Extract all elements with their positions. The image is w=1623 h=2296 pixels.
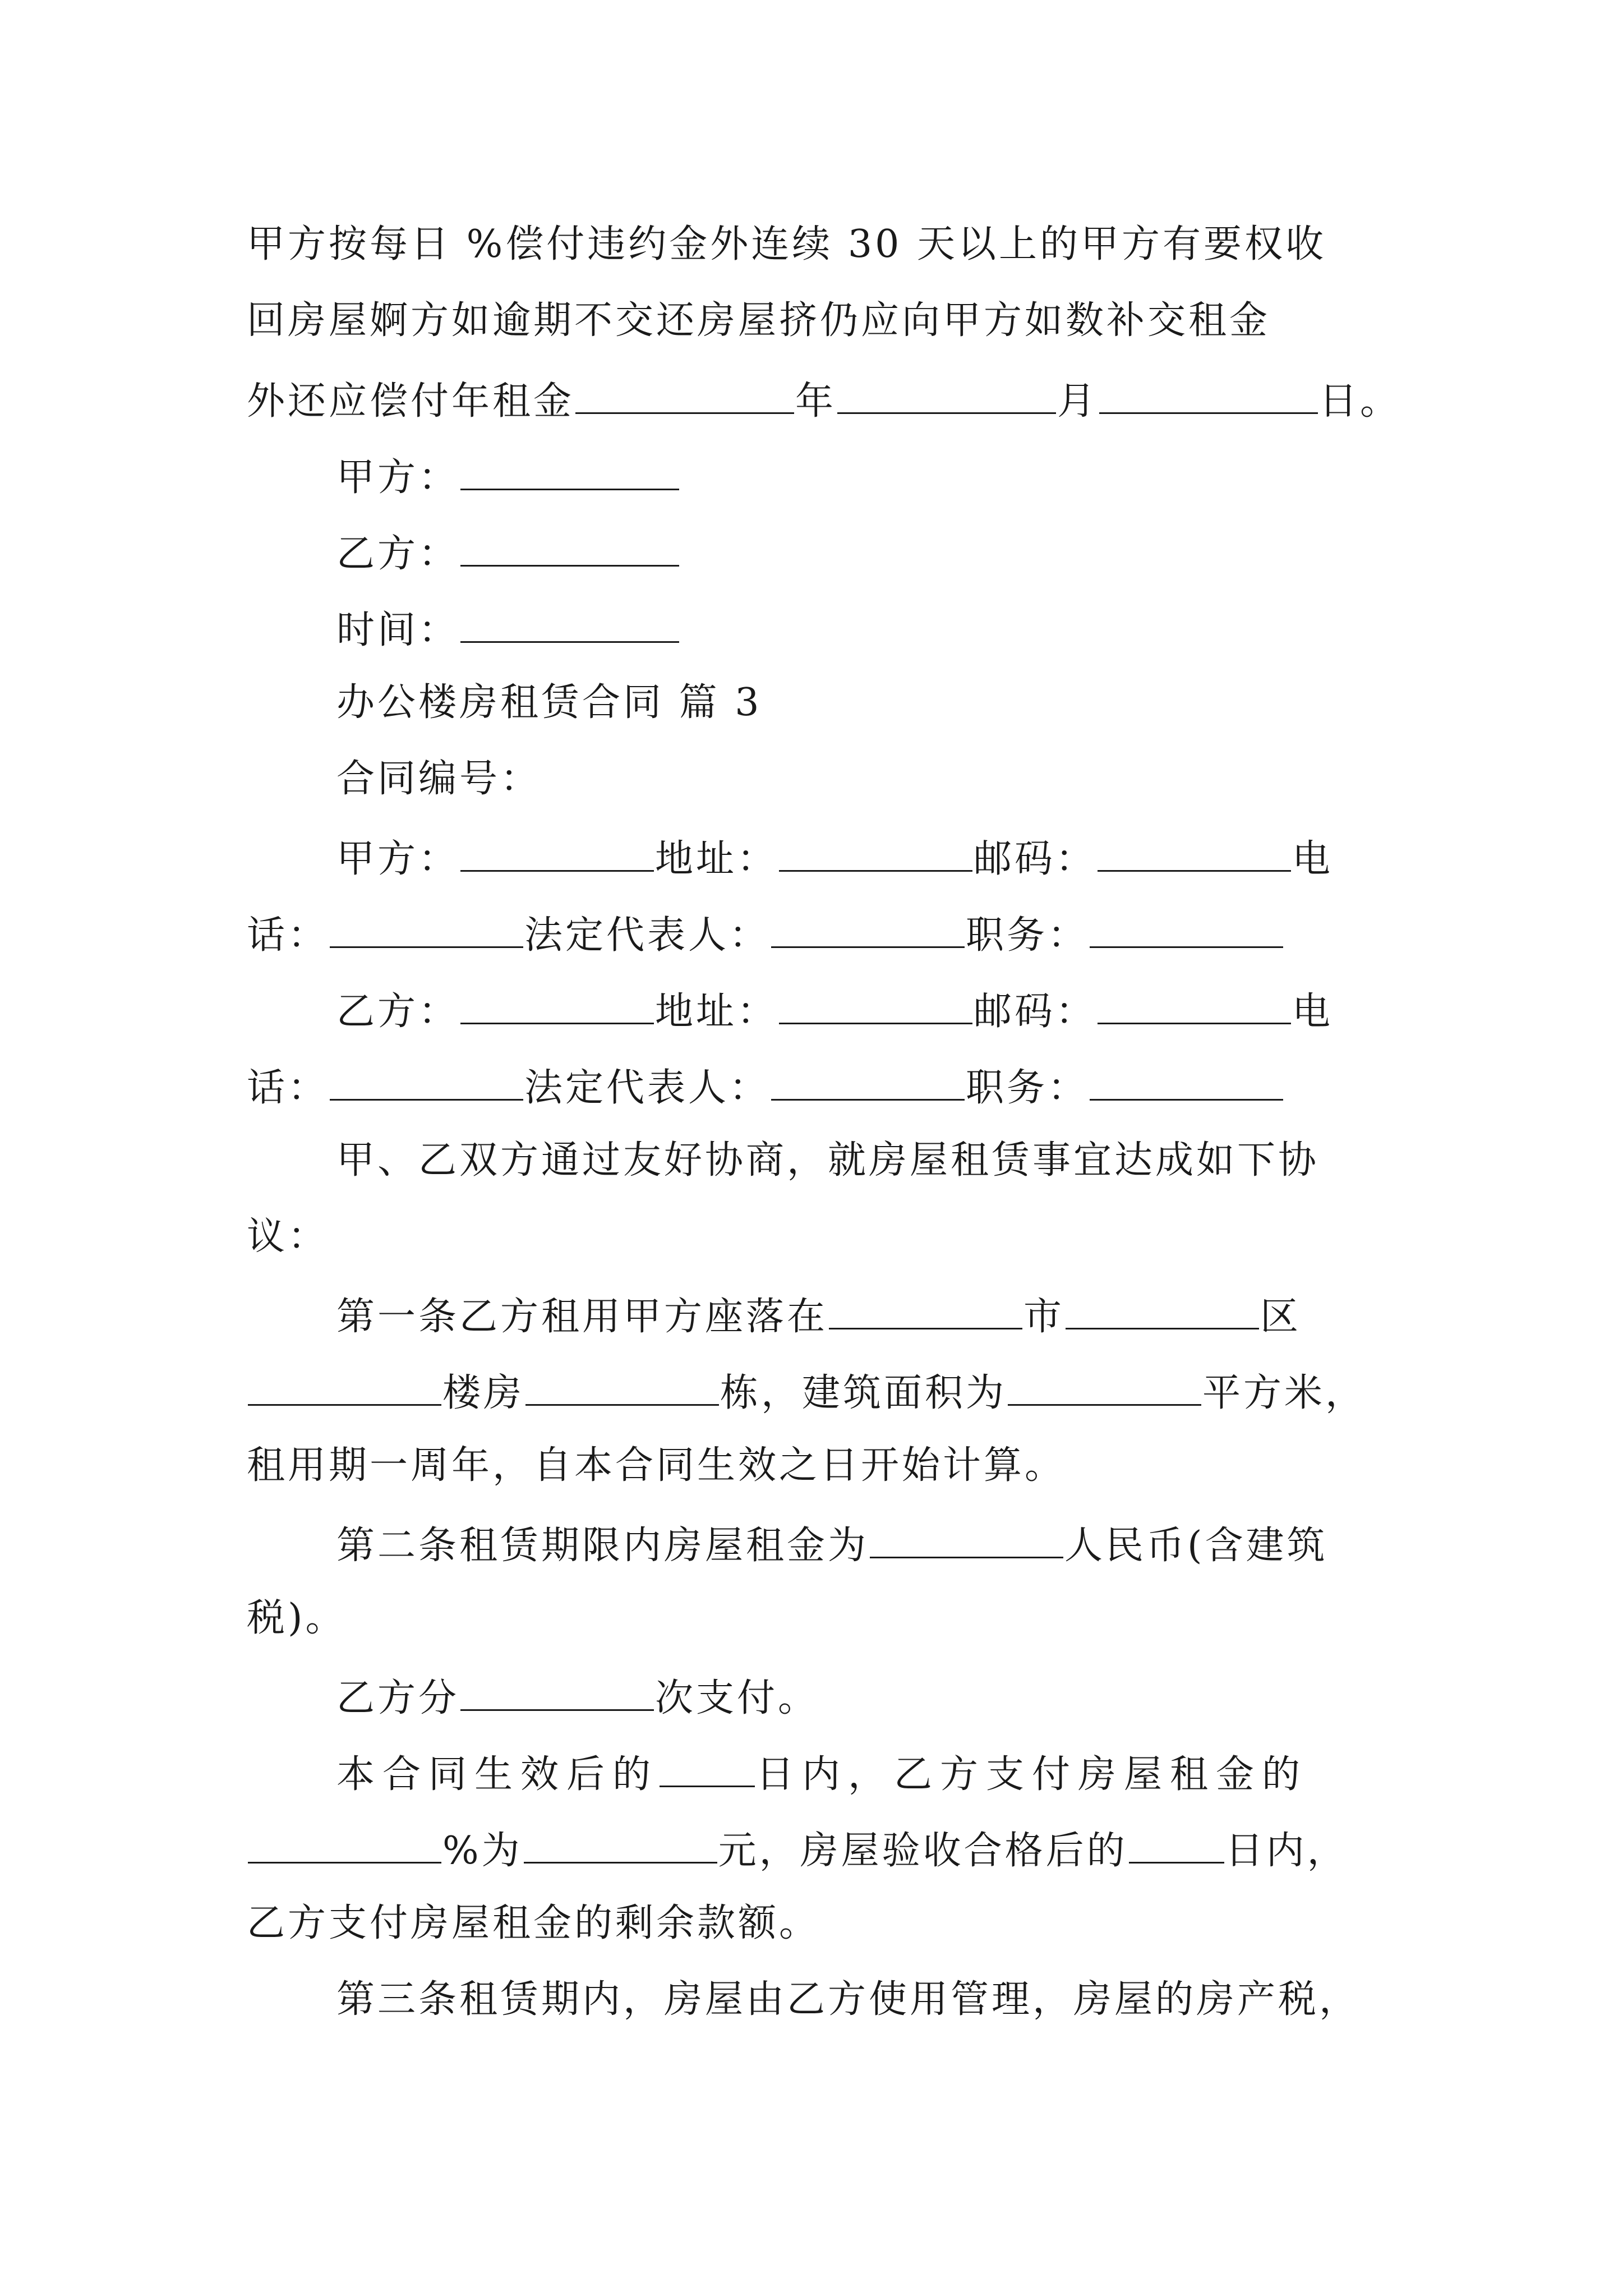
text-segment: 市 (1023, 1295, 1065, 1339)
text-segment: 法定代表人： (524, 1066, 771, 1110)
text-segment: 邮码： (974, 990, 1097, 1034)
fill-blank (1090, 913, 1283, 948)
text-segment: 平方米， (1202, 1371, 1367, 1415)
signature-date (336, 608, 680, 650)
text-segment: 地址： (655, 990, 778, 1034)
signature-party-a (336, 455, 680, 500)
payment-terms-line (336, 1752, 1308, 1797)
payment-terms-line (247, 1901, 820, 1945)
text-segment: 职务： (966, 913, 1089, 958)
party-a-info (336, 836, 1334, 881)
fill-blank (460, 455, 679, 490)
text-segment: 甲方按每日 %偿付违约金外连续 30 天以上的甲方有要权收 (247, 222, 1326, 266)
payment-installments (336, 1676, 819, 1718)
text-segment: 区 (1260, 1295, 1302, 1339)
text-segment: 话： (247, 1066, 329, 1110)
text-line (247, 222, 1326, 266)
text-segment: 第一条乙方租用甲方座落在 (336, 1295, 828, 1339)
fill-blank (524, 1828, 717, 1864)
clause-2-line (247, 1596, 347, 1640)
text-segment: 议： (247, 1214, 329, 1259)
text-segment: 租用期一周年，自本合同生效之日开始计算。 (247, 1443, 1066, 1488)
text-line (336, 1138, 1320, 1182)
text-segment: 回房屋婀方如逾期不交还房屋挤仍应向甲方如数补交租金 (247, 298, 1271, 343)
fill-blank (771, 1065, 965, 1101)
clause-3-line (336, 1977, 1361, 2022)
contract-number-label: 合同编号： (336, 757, 542, 801)
fill-blank (779, 989, 972, 1024)
fill-blank (460, 836, 654, 872)
text-segment: 乙方： (336, 990, 460, 1034)
fill-blank (460, 608, 679, 643)
fill-blank (460, 531, 679, 567)
fill-blank (779, 836, 972, 872)
text-segment: 本合同生效后的 (336, 1752, 659, 1797)
fill-blank (1099, 379, 1318, 414)
text-segment: 楼房 (442, 1371, 525, 1415)
signature-label: 乙方： (336, 532, 460, 576)
text-segment: 职务： (966, 1066, 1089, 1110)
text-line (247, 298, 1271, 343)
text-segment: 次支付。 (655, 1676, 819, 1720)
text-segment: 月 (1057, 379, 1099, 424)
heading-text: 办公楼房租赁合同 篇 3 (336, 680, 762, 725)
contract-number (336, 757, 542, 801)
text-segment: 电 (1292, 990, 1334, 1034)
signature-label: 甲方： (336, 455, 460, 500)
section-heading (336, 680, 762, 725)
party-b-info-cont (247, 1065, 1284, 1110)
text-line (247, 1214, 329, 1259)
text-segment: 甲、乙双方通过友好协商，就房屋租赁事宜达成如下协 (336, 1138, 1320, 1182)
fill-blank (660, 1752, 755, 1787)
text-segment: 人民币(含建筑 (1064, 1524, 1328, 1568)
fill-blank (248, 1370, 441, 1406)
text-segment: 年 (795, 379, 837, 424)
fill-blank (1090, 1065, 1283, 1101)
fill-blank (330, 913, 523, 948)
clause-1-line (247, 1370, 1367, 1415)
fill-blank (1008, 1370, 1201, 1406)
party-a-info-cont (247, 913, 1284, 958)
clause-2-line (336, 1523, 1328, 1568)
text-segment: 元，房屋验收合格后的 (718, 1829, 1128, 1873)
text-segment: 外还应偿付年租金 (247, 379, 575, 424)
text-segment: 第三条租赁期内，房屋由乙方使用管理，房屋的房产税， (336, 1977, 1361, 2022)
fill-blank (460, 1676, 654, 1711)
text-segment: 邮码： (974, 837, 1097, 881)
text-segment: 地址： (655, 837, 778, 881)
text-segment: 电 (1292, 837, 1334, 881)
fill-blank (330, 1065, 523, 1101)
text-segment: 话： (247, 913, 329, 958)
fill-blank (1066, 1294, 1259, 1329)
party-b-info (336, 989, 1334, 1034)
fill-blank (248, 1828, 441, 1864)
fill-blank (1098, 836, 1291, 872)
text-segment: 甲方： (336, 837, 460, 881)
text-segment: 乙方支付房屋租金的剩余款额。 (247, 1901, 820, 1945)
text-segment: 日内，乙方支付房屋租金的 (756, 1752, 1308, 1797)
fill-blank (460, 989, 654, 1024)
fill-blank (1129, 1828, 1224, 1864)
clause-1-line (247, 1443, 1066, 1488)
clause-1-line (336, 1294, 1302, 1339)
fill-blank (575, 379, 794, 414)
text-segment: 日。 (1319, 379, 1401, 424)
payment-terms-line (247, 1828, 1348, 1873)
fill-blank (1098, 989, 1291, 1024)
text-segment: 日内， (1225, 1829, 1348, 1873)
fill-blank (837, 379, 1056, 414)
date-line (247, 379, 1401, 424)
text-segment: 乙方分 (336, 1676, 460, 1720)
signature-label: 时间： (336, 608, 460, 652)
text-segment: 税)。 (247, 1596, 347, 1640)
text-segment: 第二条租赁期限内房屋租金为 (336, 1524, 869, 1568)
fill-blank (525, 1370, 719, 1406)
text-segment: %为 (442, 1829, 523, 1873)
text-segment: 栋，建筑面积为 (720, 1371, 1007, 1415)
fill-blank (829, 1294, 1022, 1329)
text-segment: 法定代表人： (524, 913, 771, 958)
fill-blank (771, 913, 965, 948)
signature-party-b (336, 531, 680, 576)
fill-blank (870, 1523, 1063, 1558)
